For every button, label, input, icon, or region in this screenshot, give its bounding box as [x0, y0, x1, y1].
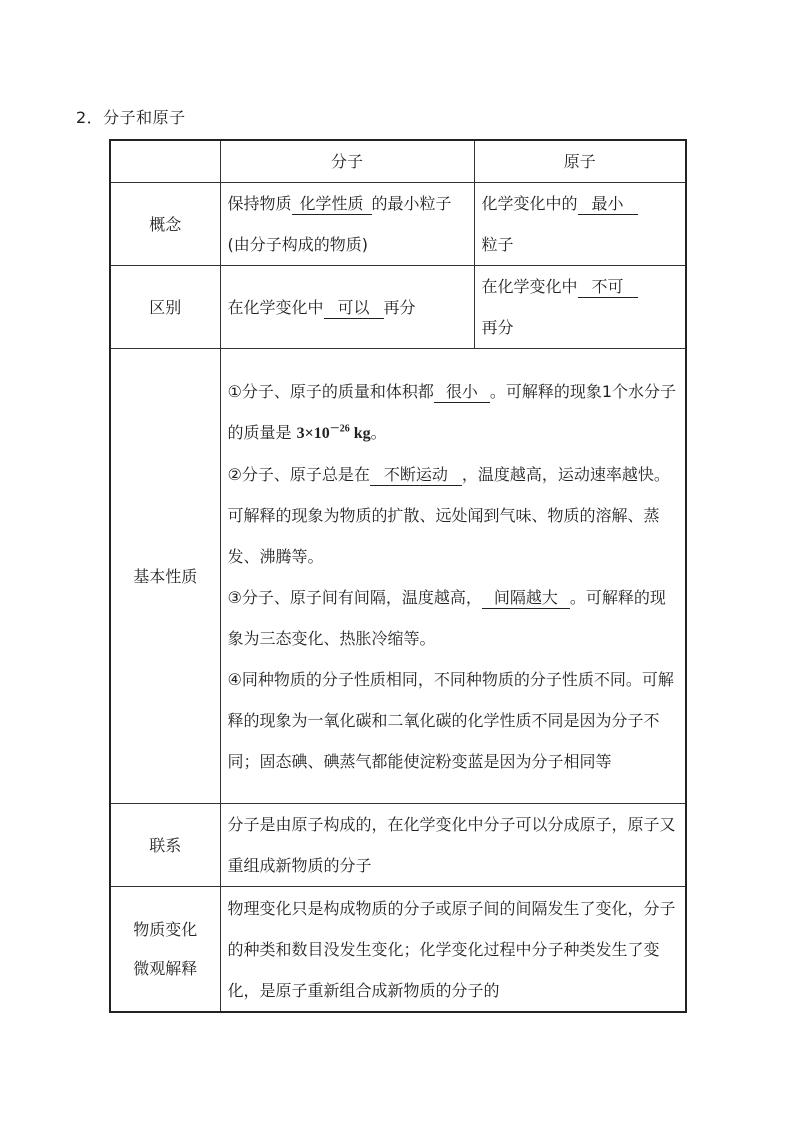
- text: ，温度越高，运动速率越快。可解释的现象为物质的扩散、远处闻到气味、物质的溶解、蒸发、沸腾等。: [227, 464, 670, 566]
- molecule-atom-table: [109, 139, 687, 1013]
- label-line: 物质变化: [133, 920, 198, 939]
- row-label-properties: 基本性质: [110, 349, 220, 804]
- text: ①分子、原子的质量和体积都: [227, 381, 434, 401]
- text: 的最小粒子(由分子构成的物质): [227, 194, 452, 254]
- text: 保持物质: [227, 194, 292, 213]
- property-2: [228, 454, 679, 577]
- row-explanation: [110, 887, 686, 1013]
- answer-blank: 可以: [324, 298, 384, 319]
- cell-difference-atom: [474, 266, 686, 349]
- property-1: [228, 371, 679, 454]
- text: ③分子、原子间有间隔，温度越高，: [227, 587, 482, 607]
- header-molecule: 分子: [220, 140, 474, 183]
- row-label-difference: 区别: [110, 266, 220, 349]
- text: 再分: [481, 318, 514, 337]
- label-line: 微观解释: [133, 959, 198, 978]
- row-label-relation: 联系: [110, 804, 220, 887]
- table-header-row: [110, 140, 686, 183]
- header-atom: 原子: [474, 140, 686, 183]
- answer-blank: 间隔越大: [482, 588, 570, 609]
- text: 在化学变化中: [227, 297, 324, 317]
- cell-relation: 分子是由原子构成的，在化学变化中分子可以分成原子，原子又重组成新物质的分子: [220, 804, 686, 887]
- header-empty: [110, 140, 220, 183]
- property-4: ④同种物质的分子性质相同，不同种物质的分子性质不同。可解释的现象为一氧化碳和二氧化碳的化学性质不同是因为分子不同；固态碘、碘蒸气都能使淀粉变蓝是因为分子相同等: [227, 669, 674, 771]
- text: 再分: [383, 297, 416, 317]
- text: 粒子: [481, 235, 514, 254]
- cell-difference-molecule: [220, 266, 474, 349]
- mass-value: [297, 425, 371, 442]
- mass-unit: kg: [353, 424, 371, 442]
- row-label-concept: 概念: [110, 183, 220, 266]
- cell-concept-atom: [474, 183, 686, 266]
- row-label-explanation: [110, 887, 220, 1013]
- mass-number: 3×10: [296, 424, 330, 442]
- cell-explanation: 物理变化只是构成物质的分子或原子间的间隔发生了变化，分子的种类和数目没发生变化；化学变化过程中分子种类发生了变化，是原子重新组合成新物质的分子的: [220, 887, 686, 1013]
- cell-concept-molecule: [220, 183, 474, 266]
- answer-blank: 最小: [578, 194, 638, 215]
- answer-blank: 不可: [578, 277, 638, 298]
- row-properties: [110, 349, 686, 804]
- text: 化学变化中的: [481, 194, 578, 213]
- text: 。可解释的现象为三态变化、热胀冷缩等。: [227, 587, 666, 648]
- text: 。可解释的现象1个水分子的质量是: [227, 381, 677, 442]
- text: 。: [370, 422, 387, 442]
- property-3: [228, 577, 679, 659]
- row-difference: [110, 266, 686, 349]
- answer-blank: 化学性质: [292, 194, 372, 215]
- mass-exponent: －26: [329, 423, 350, 435]
- row-relation: [110, 804, 686, 887]
- text: ②分子、原子总是在: [227, 464, 370, 484]
- row-concept: [110, 183, 686, 266]
- text: 在化学变化中: [481, 277, 578, 296]
- answer-blank: 很小: [434, 382, 490, 403]
- answer-blank: 不断运动: [370, 465, 462, 486]
- section-heading: 2．分子和原子: [76, 108, 186, 127]
- cell-properties: [220, 349, 686, 804]
